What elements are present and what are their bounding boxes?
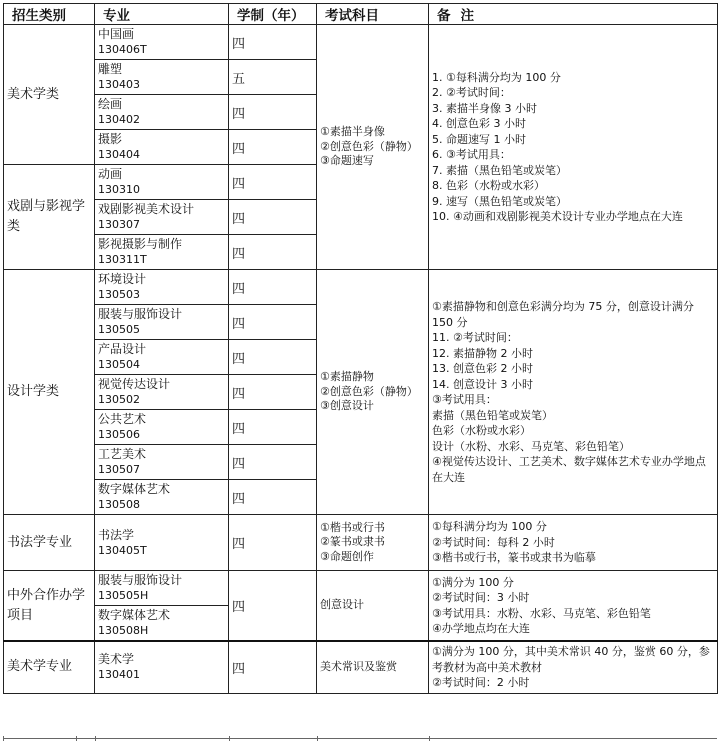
major-cell bbox=[95, 165, 229, 200]
category-cell: 设计学类 bbox=[4, 270, 95, 515]
major-cell bbox=[95, 130, 229, 165]
note-line: ①素描静物和创意色彩满分均为 75 分，创意设计满分 150 分 bbox=[432, 300, 694, 329]
years-cell: 四 bbox=[229, 305, 317, 340]
note-line: ①每科满分均为 100 分 bbox=[432, 520, 547, 534]
note-line: ④视觉传达设计、工艺美术、数字媒体艺术专业办学地点在大连 bbox=[432, 455, 706, 484]
subjects-cell bbox=[317, 515, 429, 571]
years-cell: 四 bbox=[229, 165, 317, 200]
note-line: 12. 素描静物 2 小时 bbox=[432, 346, 533, 360]
header-remarks: 备注 bbox=[429, 4, 718, 25]
major-name: 产品设计 bbox=[98, 342, 147, 356]
major-cell bbox=[95, 571, 229, 606]
note-line: 1. ①每科满分均为 100 分 bbox=[432, 70, 561, 84]
table-row bbox=[4, 641, 718, 693]
notes-cell bbox=[429, 25, 718, 270]
subject-line: 美术常识及鉴赏 bbox=[320, 660, 397, 673]
category-cell: 美术学专业 bbox=[4, 641, 95, 693]
major-name: 数字媒体艺术 bbox=[98, 482, 171, 496]
years-cell: 四 bbox=[229, 25, 317, 60]
note-line: 7. 素描（黑色铅笔或炭笔） bbox=[432, 163, 567, 177]
category-cell: 书法学专业 bbox=[4, 515, 95, 571]
rule-tick bbox=[229, 736, 230, 741]
major-cell bbox=[95, 410, 229, 445]
major-cell bbox=[95, 235, 229, 270]
note-line: 2. ②考试时间： bbox=[432, 86, 511, 99]
category-cell: 戏剧与影视学类 bbox=[4, 165, 95, 270]
major-cell bbox=[95, 445, 229, 480]
years-cell: 四 bbox=[229, 641, 317, 693]
note-line: ①满分为 100 分 bbox=[432, 575, 514, 589]
years-cell: 四 bbox=[229, 235, 317, 270]
major-code: 130404 bbox=[98, 148, 140, 161]
header-major: 专业 bbox=[95, 4, 229, 25]
major-name: 书法学 bbox=[98, 527, 135, 542]
years-cell: 四 bbox=[229, 95, 317, 130]
major-name: 动画 bbox=[98, 167, 123, 181]
major-code: 130405T bbox=[98, 543, 147, 557]
years-cell: 四 bbox=[229, 270, 317, 305]
major-code: 130505H bbox=[98, 589, 149, 602]
note-line: 3. 素描半身像 3 小时 bbox=[432, 101, 537, 115]
years-cell: 四 bbox=[229, 445, 317, 480]
subject-line: 创意设计 bbox=[320, 598, 364, 612]
subjects-cell bbox=[317, 571, 429, 642]
major-name: 服装与服饰设计 bbox=[98, 307, 183, 321]
subject-line: ②创意色彩（静物） bbox=[320, 384, 418, 398]
major-cell bbox=[95, 340, 229, 375]
major-code: 130310 bbox=[98, 183, 140, 196]
major-code: 130508H bbox=[98, 624, 149, 637]
major-code: 130507 bbox=[98, 463, 140, 476]
major-name: 戏剧影视美术设计 bbox=[98, 202, 195, 216]
note-line: 色彩（水粉或水彩） bbox=[432, 424, 531, 437]
major-code: 130505 bbox=[98, 323, 140, 336]
major-name: 影视摄影与制作 bbox=[98, 237, 183, 251]
notes-cell bbox=[429, 270, 718, 515]
note-line: 11. ②考试时间： bbox=[432, 331, 518, 344]
subject-line: ②篆书或隶书 bbox=[320, 535, 385, 549]
major-cell bbox=[95, 641, 229, 693]
note-line: 14. 创意设计 3 小时 bbox=[432, 377, 533, 391]
major-code: 130311T bbox=[98, 253, 147, 266]
notes-cell bbox=[429, 571, 718, 642]
category-cell: 美术学类 bbox=[4, 25, 95, 165]
major-name: 数字媒体艺术 bbox=[98, 608, 171, 622]
subject-line: ②创意色彩（静物） bbox=[320, 139, 418, 153]
years-cell: 四 bbox=[229, 130, 317, 165]
major-cell bbox=[95, 480, 229, 515]
major-code: 130403 bbox=[98, 78, 140, 91]
major-name: 摄影 bbox=[98, 132, 123, 146]
category-cell: 中外合作办学项目 bbox=[4, 571, 95, 642]
rule-tick bbox=[3, 736, 4, 741]
note-line: ①满分为 100 分，其中美术常识 40 分，鉴赏 60 分，参考教材为高中美术教材 bbox=[432, 645, 710, 674]
years-cell: 四 bbox=[229, 375, 317, 410]
subject-line: ①素描半身像 bbox=[320, 125, 385, 139]
subjects-cell bbox=[317, 270, 429, 515]
major-code: 130401 bbox=[98, 668, 140, 682]
note-line: ③考试用具：水粉、水彩、马克笔、彩色铅笔 bbox=[432, 606, 651, 620]
major-name: 绘画 bbox=[98, 97, 123, 111]
note-line: ②考试时间：3 小时 bbox=[432, 591, 530, 604]
major-cell bbox=[95, 305, 229, 340]
major-cell bbox=[95, 60, 229, 95]
subject-line: ③创意设计 bbox=[320, 399, 374, 413]
years-cell: 四 bbox=[229, 515, 317, 571]
note-line: 5. 命题速写 1 小时 bbox=[432, 132, 526, 146]
rule-tick bbox=[317, 736, 318, 741]
bottom-rule bbox=[3, 738, 717, 741]
rule-tick bbox=[429, 736, 430, 741]
major-code: 130503 bbox=[98, 288, 140, 301]
years-cell: 四 bbox=[229, 571, 317, 642]
major-name: 视觉传达设计 bbox=[98, 377, 171, 391]
note-line: 8. 色彩（水粉或水彩） bbox=[432, 179, 545, 192]
subject-line: ③命题速写 bbox=[320, 154, 374, 168]
major-cell bbox=[95, 270, 229, 305]
years-cell: 五 bbox=[229, 60, 317, 95]
table-row bbox=[4, 270, 718, 305]
notes-cell bbox=[429, 515, 718, 571]
major-code: 130504 bbox=[98, 358, 140, 371]
years-cell: 四 bbox=[229, 340, 317, 375]
note-line: 4. 创意色彩 3 小时 bbox=[432, 117, 526, 130]
major-name: 中国画 bbox=[98, 27, 135, 41]
header-duration: 学制（年） bbox=[229, 4, 317, 25]
major-code: 130502 bbox=[98, 393, 140, 406]
admissions-table bbox=[3, 3, 718, 694]
major-name: 雕塑 bbox=[98, 62, 123, 76]
major-cell bbox=[95, 25, 229, 60]
table-row bbox=[4, 25, 718, 60]
note-line: 9. 速写（黑色铅笔或炭笔） bbox=[432, 194, 567, 208]
note-line: ②考试时间：每科 2 小时 bbox=[432, 535, 555, 549]
note-line: ②考试时间：2 小时 bbox=[432, 676, 530, 689]
major-code: 130406T bbox=[98, 43, 147, 56]
table-row bbox=[4, 515, 718, 571]
subject-line: ①楷书或行书 bbox=[320, 520, 385, 534]
major-code: 130402 bbox=[98, 113, 140, 126]
header-row bbox=[4, 4, 718, 25]
years-cell: 四 bbox=[229, 480, 317, 515]
table-row bbox=[4, 571, 718, 606]
note-line: ③考试用具： bbox=[432, 393, 497, 406]
subject-line: ①素描静物 bbox=[320, 370, 374, 384]
major-cell bbox=[95, 200, 229, 235]
notes-cell bbox=[429, 641, 718, 693]
subject-line: ③命题创作 bbox=[320, 549, 374, 563]
years-cell: 四 bbox=[229, 200, 317, 235]
major-cell bbox=[95, 375, 229, 410]
major-code: 130506 bbox=[98, 428, 140, 441]
note-line: ④办学地点均在大连 bbox=[432, 622, 530, 635]
header-subjects: 考试科目 bbox=[317, 4, 429, 25]
major-code: 130508 bbox=[98, 498, 140, 511]
note-line: 素描（黑色铅笔或炭笔） bbox=[432, 408, 553, 422]
major-name: 服装与服饰设计 bbox=[98, 573, 183, 587]
header-category: 招生类别 bbox=[4, 4, 95, 25]
years-cell: 四 bbox=[229, 410, 317, 445]
subjects-cell bbox=[317, 641, 429, 693]
note-line: 10. ④动画和戏剧影视美术设计专业办学地点在大连 bbox=[432, 210, 683, 223]
note-line: 13. 创意色彩 2 小时 bbox=[432, 362, 533, 375]
note-line: 设计（水粉、水彩、马克笔、彩色铅笔） bbox=[432, 439, 630, 453]
major-name: 工艺美术 bbox=[98, 447, 147, 461]
subjects-cell bbox=[317, 25, 429, 270]
major-cell bbox=[95, 606, 229, 642]
rule-tick bbox=[95, 736, 96, 741]
major-code: 130307 bbox=[98, 218, 140, 231]
major-cell bbox=[95, 95, 229, 130]
major-cell bbox=[95, 515, 229, 571]
note-line: ③楷书或行书，篆书或隶书为临摹 bbox=[432, 551, 596, 565]
rule-tick bbox=[76, 736, 77, 741]
major-name: 环境设计 bbox=[98, 272, 147, 286]
major-name: 公共艺术 bbox=[98, 412, 147, 426]
note-line: 6. ③考试用具： bbox=[432, 148, 511, 161]
major-name: 美术学 bbox=[98, 652, 135, 667]
